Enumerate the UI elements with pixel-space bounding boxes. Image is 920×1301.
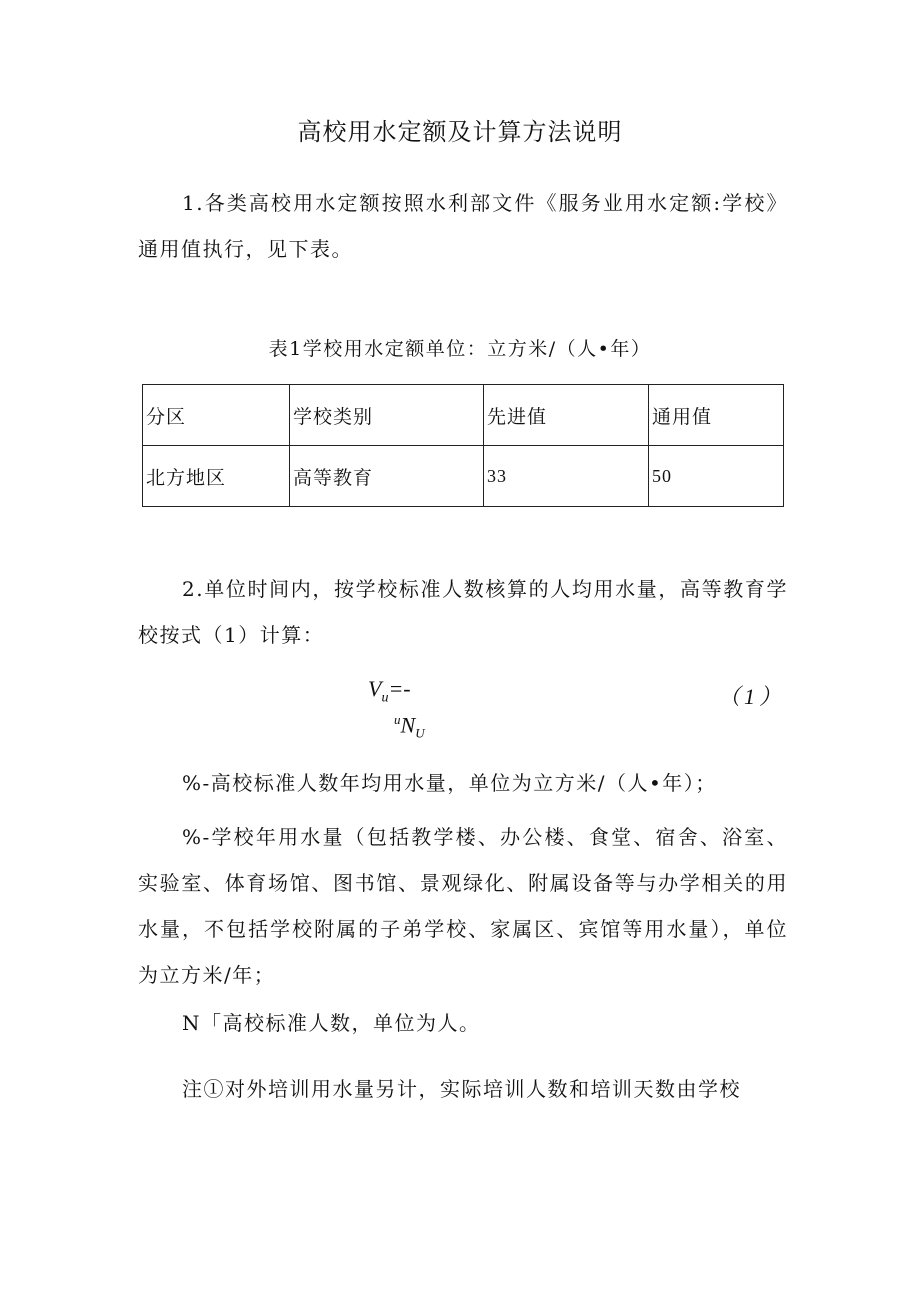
cell-general-value: 50 bbox=[649, 446, 784, 507]
paragraph-3 bbox=[138, 760, 788, 806]
paragraph-5-text: N「高校标准人数，单位为人。 bbox=[182, 1011, 481, 1035]
water-quota-table bbox=[142, 384, 784, 507]
header-region: 分区 bbox=[143, 385, 290, 446]
formula-var-n: N bbox=[400, 712, 416, 738]
paragraph-6-text: 注①对外培训用水量另计，实际培训人数和培训天数由学校 bbox=[182, 1077, 741, 1101]
header-school-type: 学校类别 bbox=[290, 385, 484, 446]
formula-lhs bbox=[368, 676, 411, 706]
formula-denom-prefix: u bbox=[394, 712, 401, 727]
paragraph-6 bbox=[138, 1066, 788, 1112]
paragraph-1-text: 1.各类高校用水定额按照水利部文件《服务业用水定额:学校》通用值执行，见下表。 bbox=[138, 191, 788, 261]
paragraph-3-text: %-高校标准人数年均用水量，单位为立方米/（人•年）； bbox=[182, 771, 717, 795]
paragraph-4-text: %-学校年用水量（包括教学楼、办公楼、食堂、宿舍、浴室、实验室、体育场馆、图书馆、景观绿化、附属设备等与办学相关的用水量，不包括学校附属的子弟学校、家属区、宾馆等用水量），单位为立方米/年； bbox=[138, 825, 788, 987]
table-row bbox=[143, 446, 784, 507]
header-advanced-value: 先进值 bbox=[484, 385, 649, 446]
cell-school-type: 高等教育 bbox=[290, 446, 484, 507]
header-general-value: 通用值 bbox=[649, 385, 784, 446]
paragraph-5 bbox=[138, 1000, 788, 1046]
paragraph-1 bbox=[138, 180, 788, 272]
paragraph-4 bbox=[138, 814, 788, 998]
formula-var-v: V bbox=[368, 676, 382, 701]
document-title: 高校用水定额及计算方法说明 bbox=[297, 118, 623, 146]
paragraph-2 bbox=[138, 566, 788, 658]
cell-advanced-value: 33 bbox=[484, 446, 649, 507]
table-header-row bbox=[143, 385, 784, 446]
formula-sub-upper-u: U bbox=[415, 725, 425, 741]
formula-denominator bbox=[394, 712, 425, 742]
cell-region: 北方地区 bbox=[143, 446, 290, 507]
table-caption: 表1学校用水定额单位：立方米/（人•年） bbox=[268, 338, 652, 360]
formula-sub-u: u bbox=[381, 690, 389, 706]
paragraph-2-text: 2.单位时间内，按学校标准人数核算的人均用水量，高等教育学校按式（1）计算： bbox=[138, 577, 788, 647]
formula-number: （1） bbox=[718, 684, 786, 709]
formula-operator: =- bbox=[388, 676, 411, 701]
